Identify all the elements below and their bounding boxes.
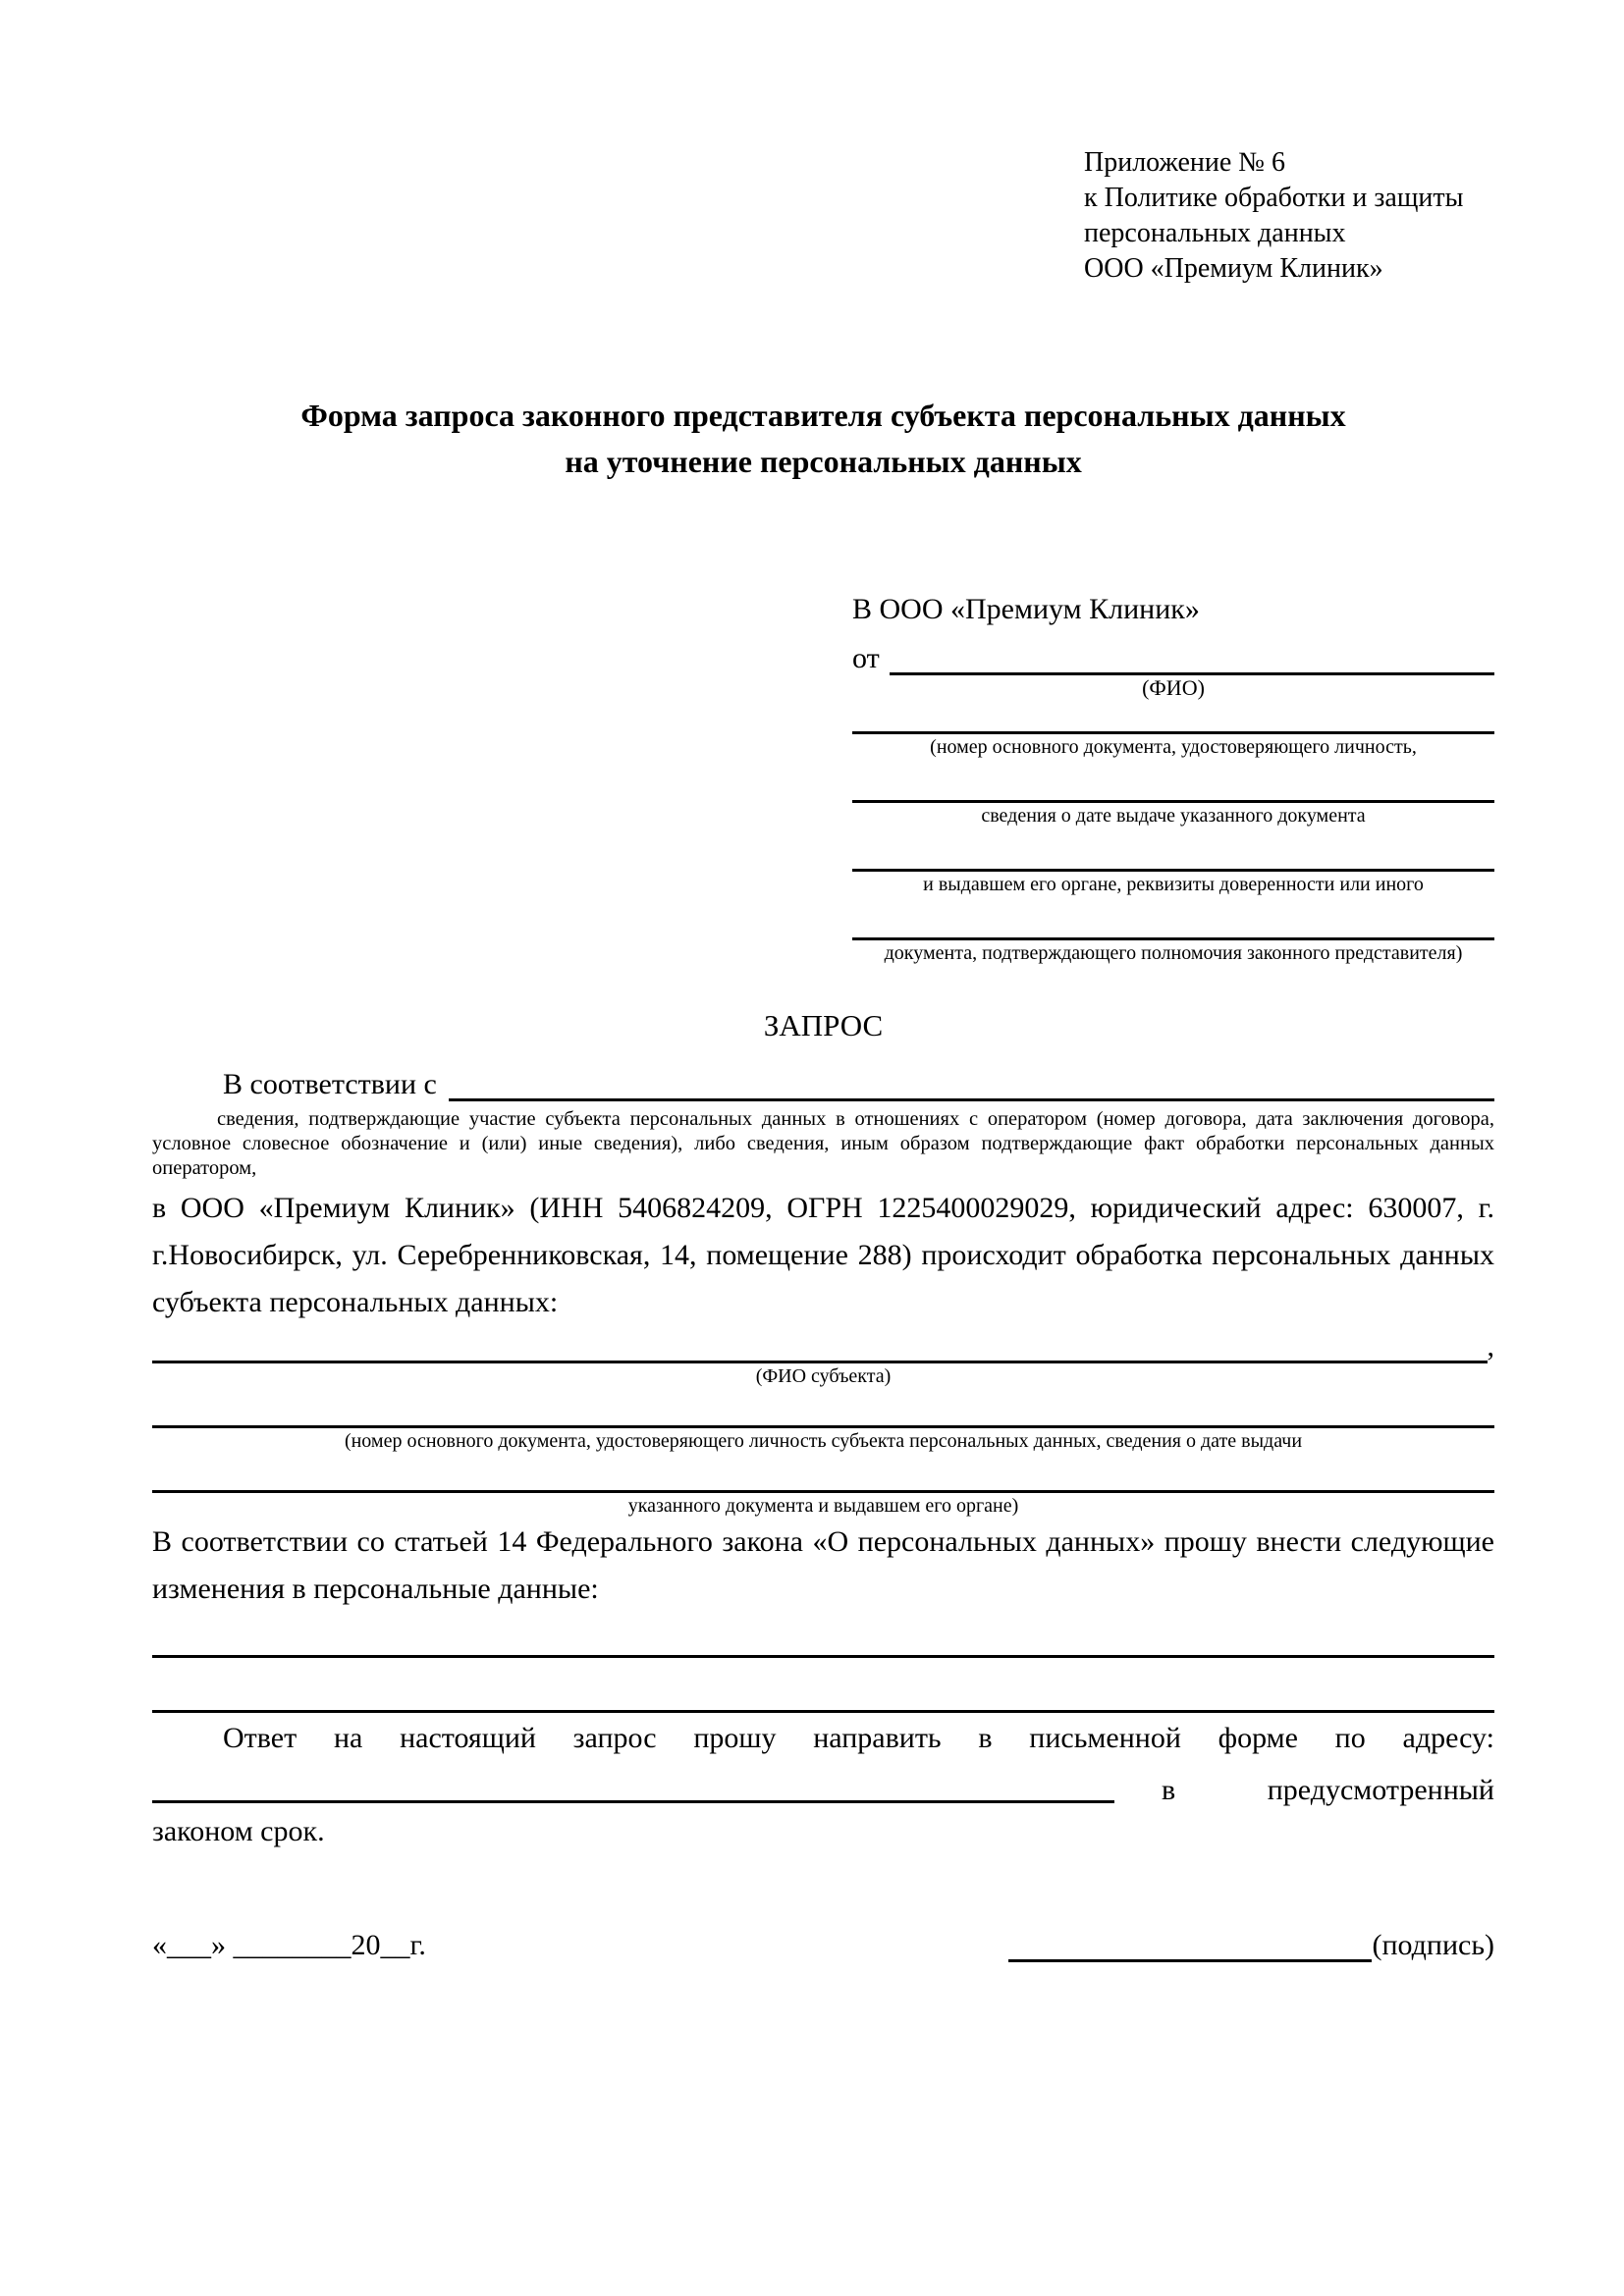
appendix-line: персональных данных <box>1084 218 1346 248</box>
changes-blank-line-1 <box>152 1613 1494 1658</box>
doc-number-blank-line <box>852 701 1494 734</box>
basis-label: В соответствии с <box>223 1068 437 1100</box>
subject-fio-blank-line <box>152 1326 1488 1363</box>
changes-blank-line-2 <box>152 1658 1494 1713</box>
subject-doc-blank-line-1 <box>152 1389 1494 1428</box>
from-row <box>852 632 1494 675</box>
document-title <box>152 393 1494 485</box>
amendment-paragraph: В соответствии со статьей 14 Федерального закона «О персональных данных» прошу внести следующие изменения в персональные данные: <box>152 1525 1494 1605</box>
addressee-block <box>852 589 1494 966</box>
authority-doc-blank-line <box>852 897 1494 940</box>
issuing-authority-caption: и выдавшем его органе, реквизиты доверенности или иного <box>923 874 1424 895</box>
fio-caption: (ФИО) <box>1142 675 1205 700</box>
basis-blank-line <box>449 1060 1494 1101</box>
addressee-organization: В ООО «Премиум Клиник» <box>852 593 1200 625</box>
subject-fio-row <box>152 1326 1494 1363</box>
reply-address-row <box>152 1762 1494 1807</box>
reply-address-blank-line <box>152 1758 1114 1803</box>
trailing-comma: , <box>1487 1330 1494 1362</box>
signature-blank-line <box>1008 1923 1372 1962</box>
authority-doc-caption: документа, подтверждающего полномочия законного представителя) <box>884 942 1463 964</box>
fio-blank-line <box>890 632 1494 675</box>
subject-fio-caption: (ФИО субъекта) <box>755 1365 892 1387</box>
signature-group <box>1008 1923 1494 1962</box>
basis-footnote: сведения, подтверждающие участие субъекта персональных данных в отношениях с оператором (номер договора, дата заключения договора, условное словесное обозначение и (или) иные сведения), либо сведения, иным образом подтверждающие факт обработки персональных данных оператором, <box>152 1108 1494 1179</box>
signature-caption: (подпись) <box>1372 1929 1494 1961</box>
reply-sentence: Ответ на настоящий запрос прошу направить в письменной форме по адресу: <box>223 1722 1494 1754</box>
appendix-line: ООО «Премиум Клиник» <box>1084 253 1383 284</box>
reply-word-predusmotrenny: предусмотренный <box>1267 1774 1494 1806</box>
document-title-line1: Форма запроса законного представителя субъекта персональных данных <box>300 398 1346 433</box>
from-label: от <box>852 642 880 674</box>
appendix-note <box>1084 145 1494 287</box>
issue-date-caption: сведения о дате выдаче указанного документа <box>981 805 1366 827</box>
appendix-line: Приложение № 6 <box>1084 147 1285 178</box>
footer-row <box>152 1921 1494 1962</box>
reply-word-v: в <box>1162 1774 1176 1806</box>
subject-doc-blank-line-2 <box>152 1454 1494 1493</box>
subject-doc-caption-1: (номер основного документа, удостоверяющего личность субъекта персональных данных, сведения о дате выдачи <box>344 1430 1303 1452</box>
basis-row <box>152 1060 1494 1101</box>
issue-date-blank-line <box>852 760 1494 803</box>
doc-number-caption: (номер основного документа, удостоверяющего личность, <box>930 736 1417 758</box>
request-heading: ЗАПРОС <box>763 1008 884 1042</box>
document-title-line2: на уточнение персональных данных <box>565 444 1082 479</box>
reply-tail: законом срок. <box>152 1815 325 1847</box>
operator-paragraph: в ООО «Премиум Клиник» (ИНН 5406824209, ОГРН 1225400029029, юридический адрес: 630007, г. г.Новосибирск, ул. Серебренниковская, 14, помещение 288) происходит обработка персональных данных субъекта персональных данных: <box>152 1192 1494 1318</box>
date-blank-line: «___» ________20__г. <box>152 1929 426 1961</box>
appendix-line: к Политике обработки и защиты <box>1084 183 1464 213</box>
issuing-authority-blank-line <box>852 828 1494 872</box>
subject-doc-caption-2: указанного документа и выдавшем его органе) <box>627 1495 1019 1517</box>
